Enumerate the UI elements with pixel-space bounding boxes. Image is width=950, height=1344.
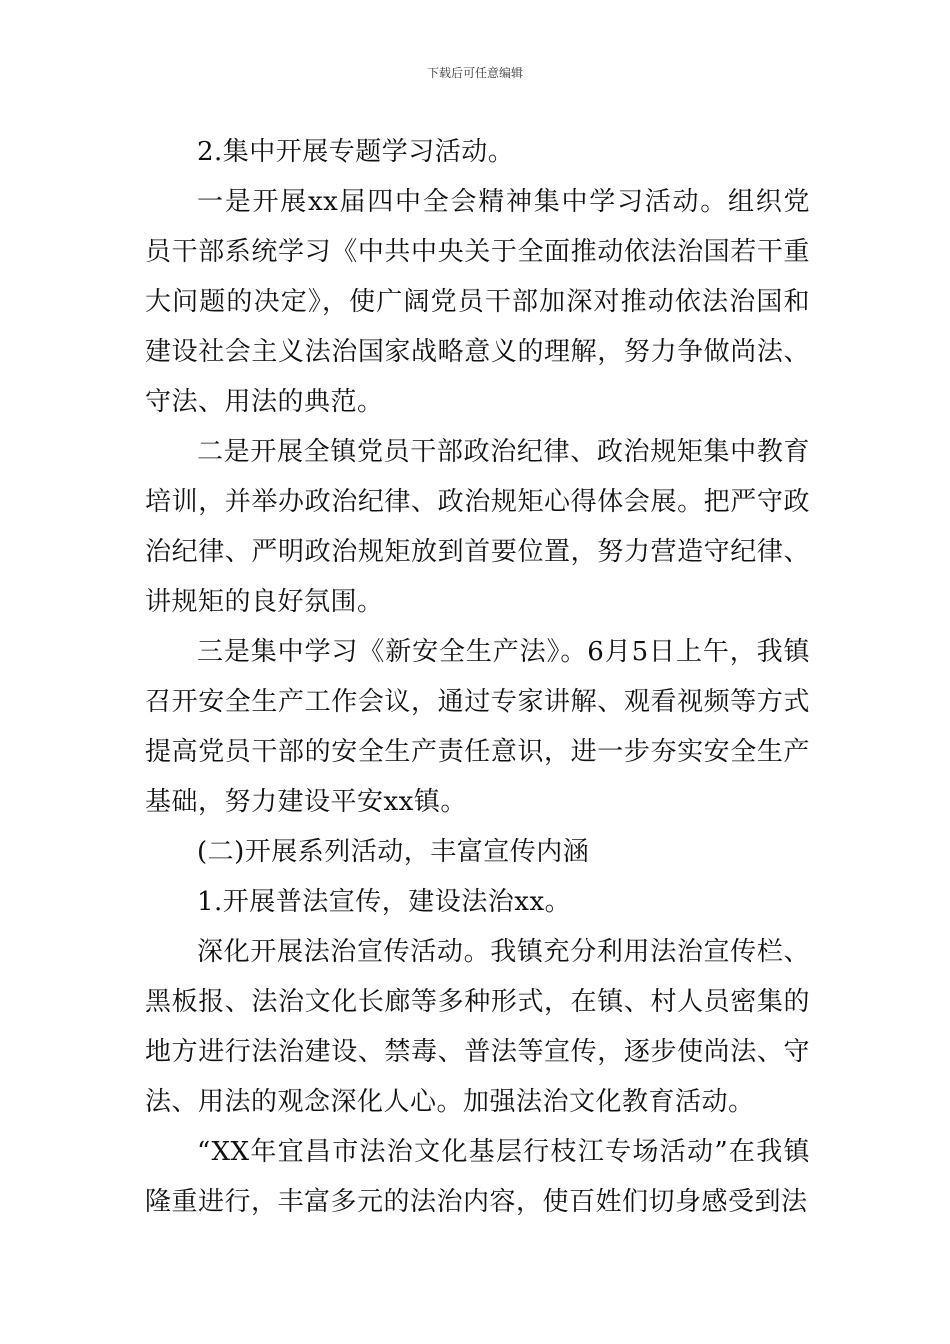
header-note: 下载后可任意编辑 [426, 66, 523, 80]
paragraph-1: 2.集中开展专题学习活动。 [197, 137, 515, 167]
paragraph-4: 三是集中学习《新安全生产法》。6月5日上午，我镇召开安全生产工作会议，通过专家讲解、观看视频等方式提高党员干部的安全生产责任意识，进一步夯实安全生产基础，努力建设平安xx镇。 [145, 637, 810, 817]
paragraph-2: 一是开展xx届四中全会精神集中学习活动。组织党员干部系统学习《中共中央关于全面推动依法治国若干重大问题的决定》，使广阔党员干部加深对推动依法治国和建设社会主义法治国家战略意义的理解，努力争做尚法、守法、用法的典范。 [145, 187, 810, 417]
paragraph-8: “XX年宜昌市法治文化基层行枝江专场活动”在我镇隆重进行，丰富多元的法治内容，使百姓们切身感受到法 [145, 1137, 810, 1217]
paragraph-6: 1.开展普法宣传，建设法治xx。 [197, 887, 572, 917]
document-body [145, 127, 810, 1227]
paragraph-5: (二)开展系列活动，丰富宣传内涵 [197, 837, 590, 867]
paragraph-3: 二是开展全镇党员干部政治纪律、政治规矩集中教育培训，并举办政治纪律、政治规矩心得体会展。把严守政治纪律、严明政治规矩放到首要位置，努力营造守纪律、讲规矩的良好氛围。 [145, 437, 810, 617]
paragraph-7: 深化开展法治宣传活动。我镇充分利用法治宣传栏、黑板报、法治文化长廊等多种形式，在镇、村人员密集的地方进行法治建设、禁毒、普法等宣传，逐步使尚法、守法、用法的观念深化人心。加强法治文化教育活动。 [145, 937, 810, 1117]
